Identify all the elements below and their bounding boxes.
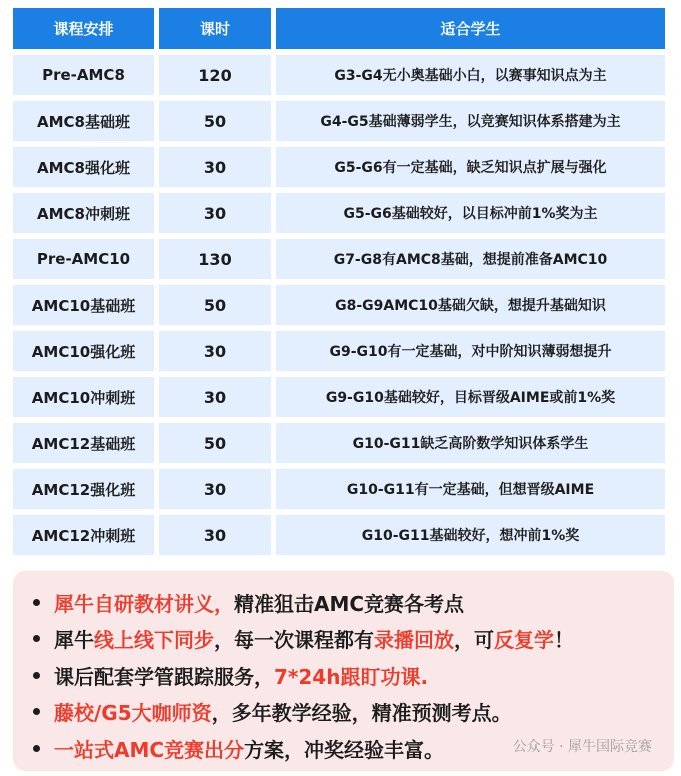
table-row	[13, 377, 665, 417]
bullet-icon	[33, 635, 40, 642]
course-schedule-table	[13, 8, 665, 561]
feature-item	[33, 694, 674, 731]
feature-text: 犀牛	[54, 628, 94, 653]
table-row	[13, 331, 665, 371]
bullet-icon	[33, 672, 40, 679]
students-cell: G5-G6基础较好，以目标冲前1%奖为主	[276, 193, 665, 233]
feature-text: ，可	[454, 628, 494, 653]
bullet-icon	[33, 745, 40, 752]
feature-highlight: 一站式AMC竞赛出分	[54, 737, 245, 762]
bullet-icon	[33, 708, 40, 715]
course-cell: AMC10基础班	[13, 285, 154, 325]
course-cell: AMC10强化班	[13, 331, 154, 371]
students-cell: G10-G11基础较好，想冲前1%奖	[276, 515, 665, 555]
header-hours: 课时	[159, 8, 271, 49]
hours-cell: 30	[159, 469, 271, 509]
feature-text: ！	[554, 628, 574, 653]
feature-text: 方案，冲奖经验丰富。	[244, 737, 445, 762]
watermark: 公众号 · 犀牛国际竞赛	[512, 739, 652, 755]
table-row	[13, 101, 665, 141]
table-row	[13, 55, 665, 95]
hours-cell: 120	[159, 55, 271, 95]
table-header-row	[13, 8, 665, 49]
table-body	[13, 55, 665, 555]
students-cell: G4-G5基础薄弱学生，以竞赛知识体系搭建为主	[276, 101, 665, 141]
hours-cell: 30	[159, 147, 271, 187]
hours-cell: 50	[159, 285, 271, 325]
table-row	[13, 285, 665, 325]
table-row	[13, 469, 665, 509]
students-cell: G10-G11缺乏高阶数学知识体系学生	[276, 423, 665, 463]
header-students: 适合学生	[276, 8, 665, 49]
feature-text: ，每一次课程都有	[214, 628, 374, 653]
hours-cell: 30	[159, 193, 271, 233]
feature-highlight: 线上线下同步	[94, 628, 214, 653]
bullet-icon	[33, 599, 40, 606]
course-cell: AMC8冲刺班	[13, 193, 154, 233]
feature-text: 课后配套学管跟踪服务，	[54, 664, 274, 689]
feature-highlight: 录播回放	[374, 628, 454, 653]
students-cell: G9-G10基础较好，目标晋级AIME或前1%奖	[276, 377, 665, 417]
hours-cell: 130	[159, 239, 271, 279]
feature-text: 精准狙击AMC竞赛各考点	[234, 591, 465, 616]
course-cell: Pre-AMC10	[13, 239, 154, 279]
table-row	[13, 423, 665, 463]
hours-cell: 30	[159, 377, 271, 417]
table-row	[13, 147, 665, 187]
feature-text: ，多年教学经验，精准预测考点。	[211, 701, 512, 726]
students-cell: G8-G9AMC10基础欠缺，想提升基础知识	[276, 285, 665, 325]
table-row	[13, 515, 665, 555]
course-cell: AMC12基础班	[13, 423, 154, 463]
course-cell: AMC12冲刺班	[13, 515, 154, 555]
feature-list	[13, 571, 674, 771]
hours-cell: 50	[159, 423, 271, 463]
feature-highlight: 犀牛自研教材讲义，	[54, 591, 234, 616]
students-cell: G5-G6有一定基础，缺乏知识点扩展与强化	[276, 147, 665, 187]
feature-highlight: 反复学	[494, 628, 554, 653]
students-cell: G7-G8有AMC8基础，想提前准备AMC10	[276, 239, 665, 279]
feature-item	[33, 657, 674, 694]
students-cell: G10-G11有一定基础，但想晋级AIME	[276, 469, 665, 509]
course-cell: AMC12强化班	[13, 469, 154, 509]
students-cell: G3-G4无小奥基础小白，以赛事知识点为主	[276, 55, 665, 95]
students-cell: G9-G10有一定基础，对中阶知识薄弱想提升	[276, 331, 665, 371]
course-cell: AMC8基础班	[13, 101, 154, 141]
feature-highlight: 7*24h跟盯功课.	[274, 664, 429, 689]
feature-item	[33, 621, 674, 658]
feature-item	[33, 584, 674, 621]
feature-highlight: 藤校/G5大咖师资	[54, 701, 212, 726]
hours-cell: 50	[159, 101, 271, 141]
course-cell: AMC10冲刺班	[13, 377, 154, 417]
table-row	[13, 239, 665, 279]
header-course: 课程安排	[13, 8, 154, 49]
hours-cell: 30	[159, 515, 271, 555]
course-cell: Pre-AMC8	[13, 55, 154, 95]
hours-cell: 30	[159, 331, 271, 371]
table-row	[13, 193, 665, 233]
course-cell: AMC8强化班	[13, 147, 154, 187]
